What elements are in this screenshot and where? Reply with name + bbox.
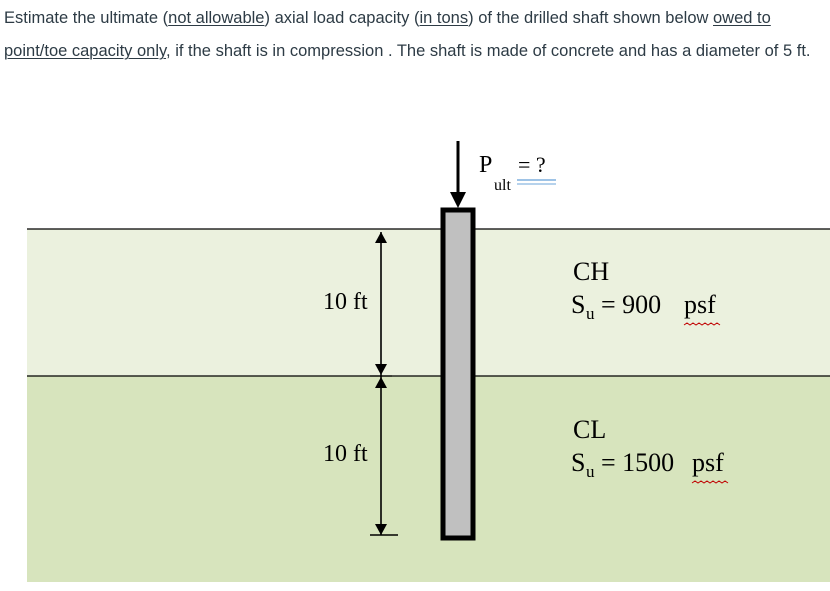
load-subscript: ult xyxy=(494,177,511,194)
problem-text-2: ) axial load capacity ( xyxy=(264,9,420,27)
layer1-strength-symbol: S xyxy=(571,290,586,319)
layer2-strength-subscript: u xyxy=(586,462,595,481)
layer1-soil-type: CH xyxy=(573,257,610,286)
load-label: P xyxy=(479,152,493,178)
layer2-strength-value: = 1500 xyxy=(601,448,675,477)
cl-soil-layer xyxy=(27,376,830,582)
problem-text-1: Estimate the ultimate ( xyxy=(4,9,169,27)
in-tons-underline: in tons xyxy=(419,9,469,27)
layer1-strength-unit: psf xyxy=(684,290,716,319)
load-value: = ? xyxy=(518,152,546,177)
layer2-thickness-label: 10 ft xyxy=(323,441,368,467)
layer1-thickness-label: 10 ft xyxy=(323,289,368,315)
layer2-strength-unit: psf xyxy=(692,448,724,477)
not-allowable-underline: not allowable xyxy=(168,9,265,27)
problem-text-4: , if the shaft is in compression . The shaft is made of concrete and has a diameter of 5 ft. xyxy=(166,42,811,60)
problem-text-3: ) of the drilled shaft shown below xyxy=(468,9,713,27)
layer2-strength-symbol: S xyxy=(571,448,586,477)
layer1-strength-subscript: u xyxy=(586,304,595,323)
load-arrow xyxy=(450,141,466,208)
drilled-shaft xyxy=(443,210,473,538)
layer1-strength-value: = 900 xyxy=(601,290,662,319)
layer2-soil-type: CL xyxy=(573,415,607,444)
toe-capacity-underline: owed to point/toe capacity only xyxy=(4,9,771,60)
